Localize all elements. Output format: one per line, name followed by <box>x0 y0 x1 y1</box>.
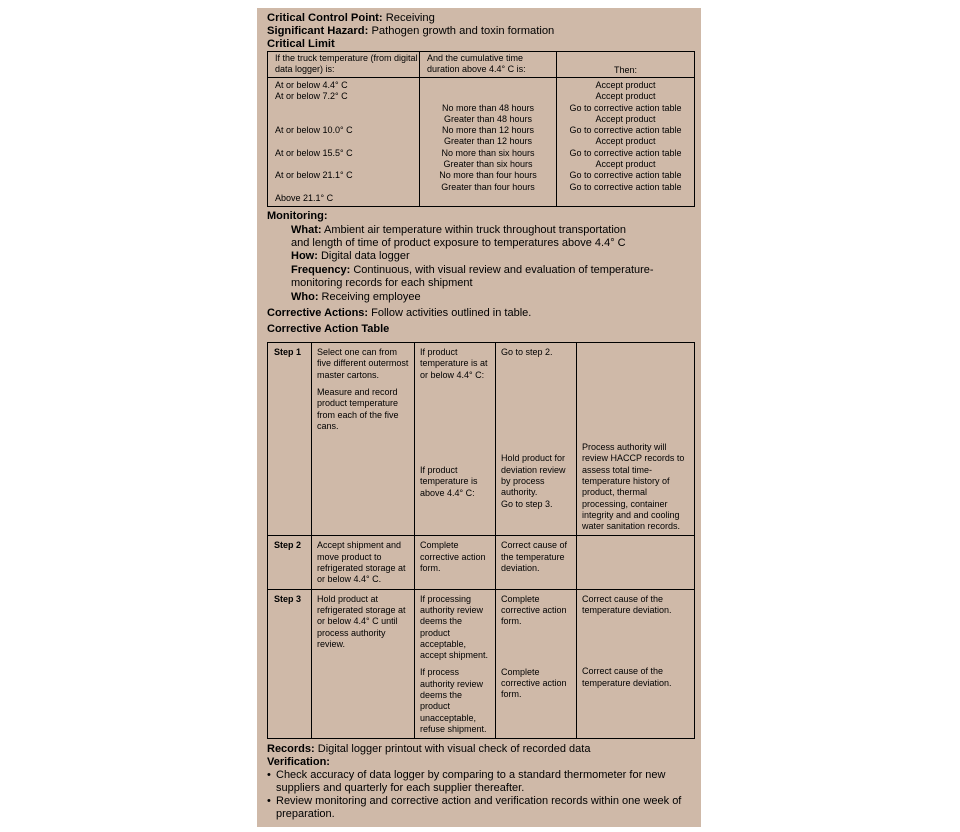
monitoring-who: Who: Receiving employee <box>291 290 421 303</box>
corrective-action-table-title: Corrective Action Table <box>267 323 390 336</box>
step1-condition: If product temperature is at or below 4.4° C: If product temperature is above 4.4° C: <box>415 343 496 536</box>
monitoring-what: What: Ambient air temperature within truck throughout transportation <box>291 223 627 236</box>
limits-temp-cell <box>268 136 420 147</box>
limits-row <box>268 91 695 102</box>
limits-row <box>268 136 695 147</box>
step2-action: Accept shipment and move product to refrigerated storage at or below 4.4° C. <box>312 536 415 589</box>
ccp-line: Critical Control Point: Receiving <box>267 12 435 24</box>
step3-label: Step 3 <box>268 589 312 739</box>
hazard-value: Pathogen growth and toxin formation <box>371 25 555 37</box>
limits-time-cell <box>420 193 557 207</box>
hazard-line: Significant Hazard: Pathogen growth and toxin formation <box>267 25 555 37</box>
corrective-actions-line: Corrective Actions: Follow activities outlined in table. <box>267 307 532 320</box>
limits-col-then-header: Then: <box>557 52 695 78</box>
monitoring-how: How: Digital data logger <box>291 250 410 263</box>
limits-time-cell <box>420 91 557 102</box>
critical-limits-table <box>267 51 695 207</box>
verification-item-2: • Review monitoring and corrective action and verification records within one week of preparation. <box>267 795 682 821</box>
limits-then-cell: Accept product <box>595 136 656 147</box>
limits-row <box>268 114 695 125</box>
limits-then-cell: Accept product <box>595 80 656 90</box>
limits-time-cell: No more than six hours <box>420 148 557 159</box>
step1-outcome: Go to step 2. Hold product for deviation review by process authority. Go to step 3. <box>496 343 577 536</box>
step1-action: Select one can from five different outermost master cartons. Measure and record product temperature from each of the five cans. <box>312 343 415 536</box>
step2-label: Step 2 <box>268 536 312 589</box>
limits-row <box>268 125 695 136</box>
step2-outcome: Correct cause of the temperature deviation. <box>496 536 577 589</box>
limits-time-cell: No more than 48 hours <box>420 103 557 114</box>
step1-label: Step 1 <box>268 343 312 536</box>
limits-time-cell: Greater than six hours <box>420 159 557 170</box>
verification-item-1: • Check accuracy of data logger by comparing to a standard thermometer for new suppliers and quarterly for each supplier thereafter. <box>267 769 666 795</box>
step2-condition: Complete corrective action form. <box>415 536 496 589</box>
step2-row <box>268 536 695 589</box>
limits-then-cell: Go to corrective action table <box>569 170 682 181</box>
ccp-value: Receiving <box>385 12 435 24</box>
step3-outcome: Complete corrective action form. Complete corrective action form. <box>496 589 577 739</box>
records-line: Records: Digital logger printout with visual check of recorded data <box>267 743 591 756</box>
limits-time-cell: No more than 12 hours <box>420 125 557 136</box>
step3-action: Hold product at refrigerated storage at or below 4.4° C until process authority review. <box>312 589 415 739</box>
limits-temp-cell <box>268 159 420 170</box>
haccp-plan-panel <box>257 8 701 827</box>
limits-then-cell: Go to corrective action table <box>569 102 682 113</box>
limits-temp-cell <box>268 182 420 193</box>
verification-heading: Verification: <box>267 756 330 769</box>
limits-temp-cell: Above 21.1° C <box>268 193 420 207</box>
monitoring-section <box>267 210 692 304</box>
corrective-action-table <box>267 342 695 739</box>
step2-note <box>577 536 695 589</box>
limits-then-cell <box>557 193 695 207</box>
limits-temp-cell <box>268 114 420 125</box>
step3-note: Correct cause of the temperature deviation. Correct cause of the temperature deviation. <box>577 589 695 739</box>
limits-then-cell: Accept product <box>595 91 656 102</box>
limits-then-cell: Accept product <box>595 159 656 170</box>
limits-row <box>268 103 695 114</box>
limits-temp-cell: At or below 10.0° C <box>268 125 420 136</box>
step1-note: Process authority will review HACCP records to assess total time-temperature history of product, thermal processing, container integrity and and cooling water sanitation records. <box>577 343 695 536</box>
limits-then-cell: Go to corrective action table <box>569 125 682 136</box>
monitoring-heading: Monitoring: <box>267 210 328 223</box>
limits-row <box>268 182 695 193</box>
limits-temp-cell: At or below 21.1° C <box>268 170 420 181</box>
limits-temp-cell <box>268 103 420 114</box>
monitoring-frequency: Frequency: Continuous, with visual review and evaluation of temperature- <box>291 263 654 276</box>
step3-row <box>268 589 695 739</box>
limits-time-cell: Greater than 48 hours <box>420 114 557 125</box>
limits-then-cell: Go to corrective action table <box>569 147 682 158</box>
limits-row <box>268 170 695 181</box>
limits-row <box>268 159 695 170</box>
limits-time-cell: Greater than 12 hours <box>420 136 557 147</box>
limits-row <box>268 148 695 159</box>
limits-then-cell: Accept product <box>595 113 656 124</box>
limits-col-temp-header: If the truck temperature (from digital data logger) is: <box>268 52 420 78</box>
limits-time-cell: Greater than four hours <box>420 182 557 193</box>
monitoring-frequency-cont: monitoring records for each shipment <box>291 277 473 290</box>
limits-header-row <box>268 52 695 78</box>
step1-row <box>268 343 695 536</box>
limits-time-cell: No more than four hours <box>420 170 557 181</box>
limits-then-cell: Go to corrective action table <box>569 181 682 192</box>
critical-limit-heading: Critical Limit <box>267 38 335 50</box>
limits-row <box>268 78 695 92</box>
monitoring-what-cont: and length of time of product exposure to temperatures above 4.4° C <box>291 237 626 250</box>
limits-temp-cell: At or below 4.4° C <box>268 78 420 92</box>
limits-col-time-header: And the cumulative time duration above 4.4° C is: <box>420 52 557 78</box>
limits-temp-cell: At or below 7.2° C <box>268 91 420 102</box>
limits-row <box>268 193 695 207</box>
limits-body <box>268 78 695 207</box>
limits-time-cell <box>420 78 557 92</box>
limits-temp-cell: At or below 15.5° C <box>268 148 420 159</box>
step3-condition: If processing authority review deems the product acceptable, accept shipment. If process authority review deems the product unacceptable, refuse shipment. <box>415 589 496 739</box>
